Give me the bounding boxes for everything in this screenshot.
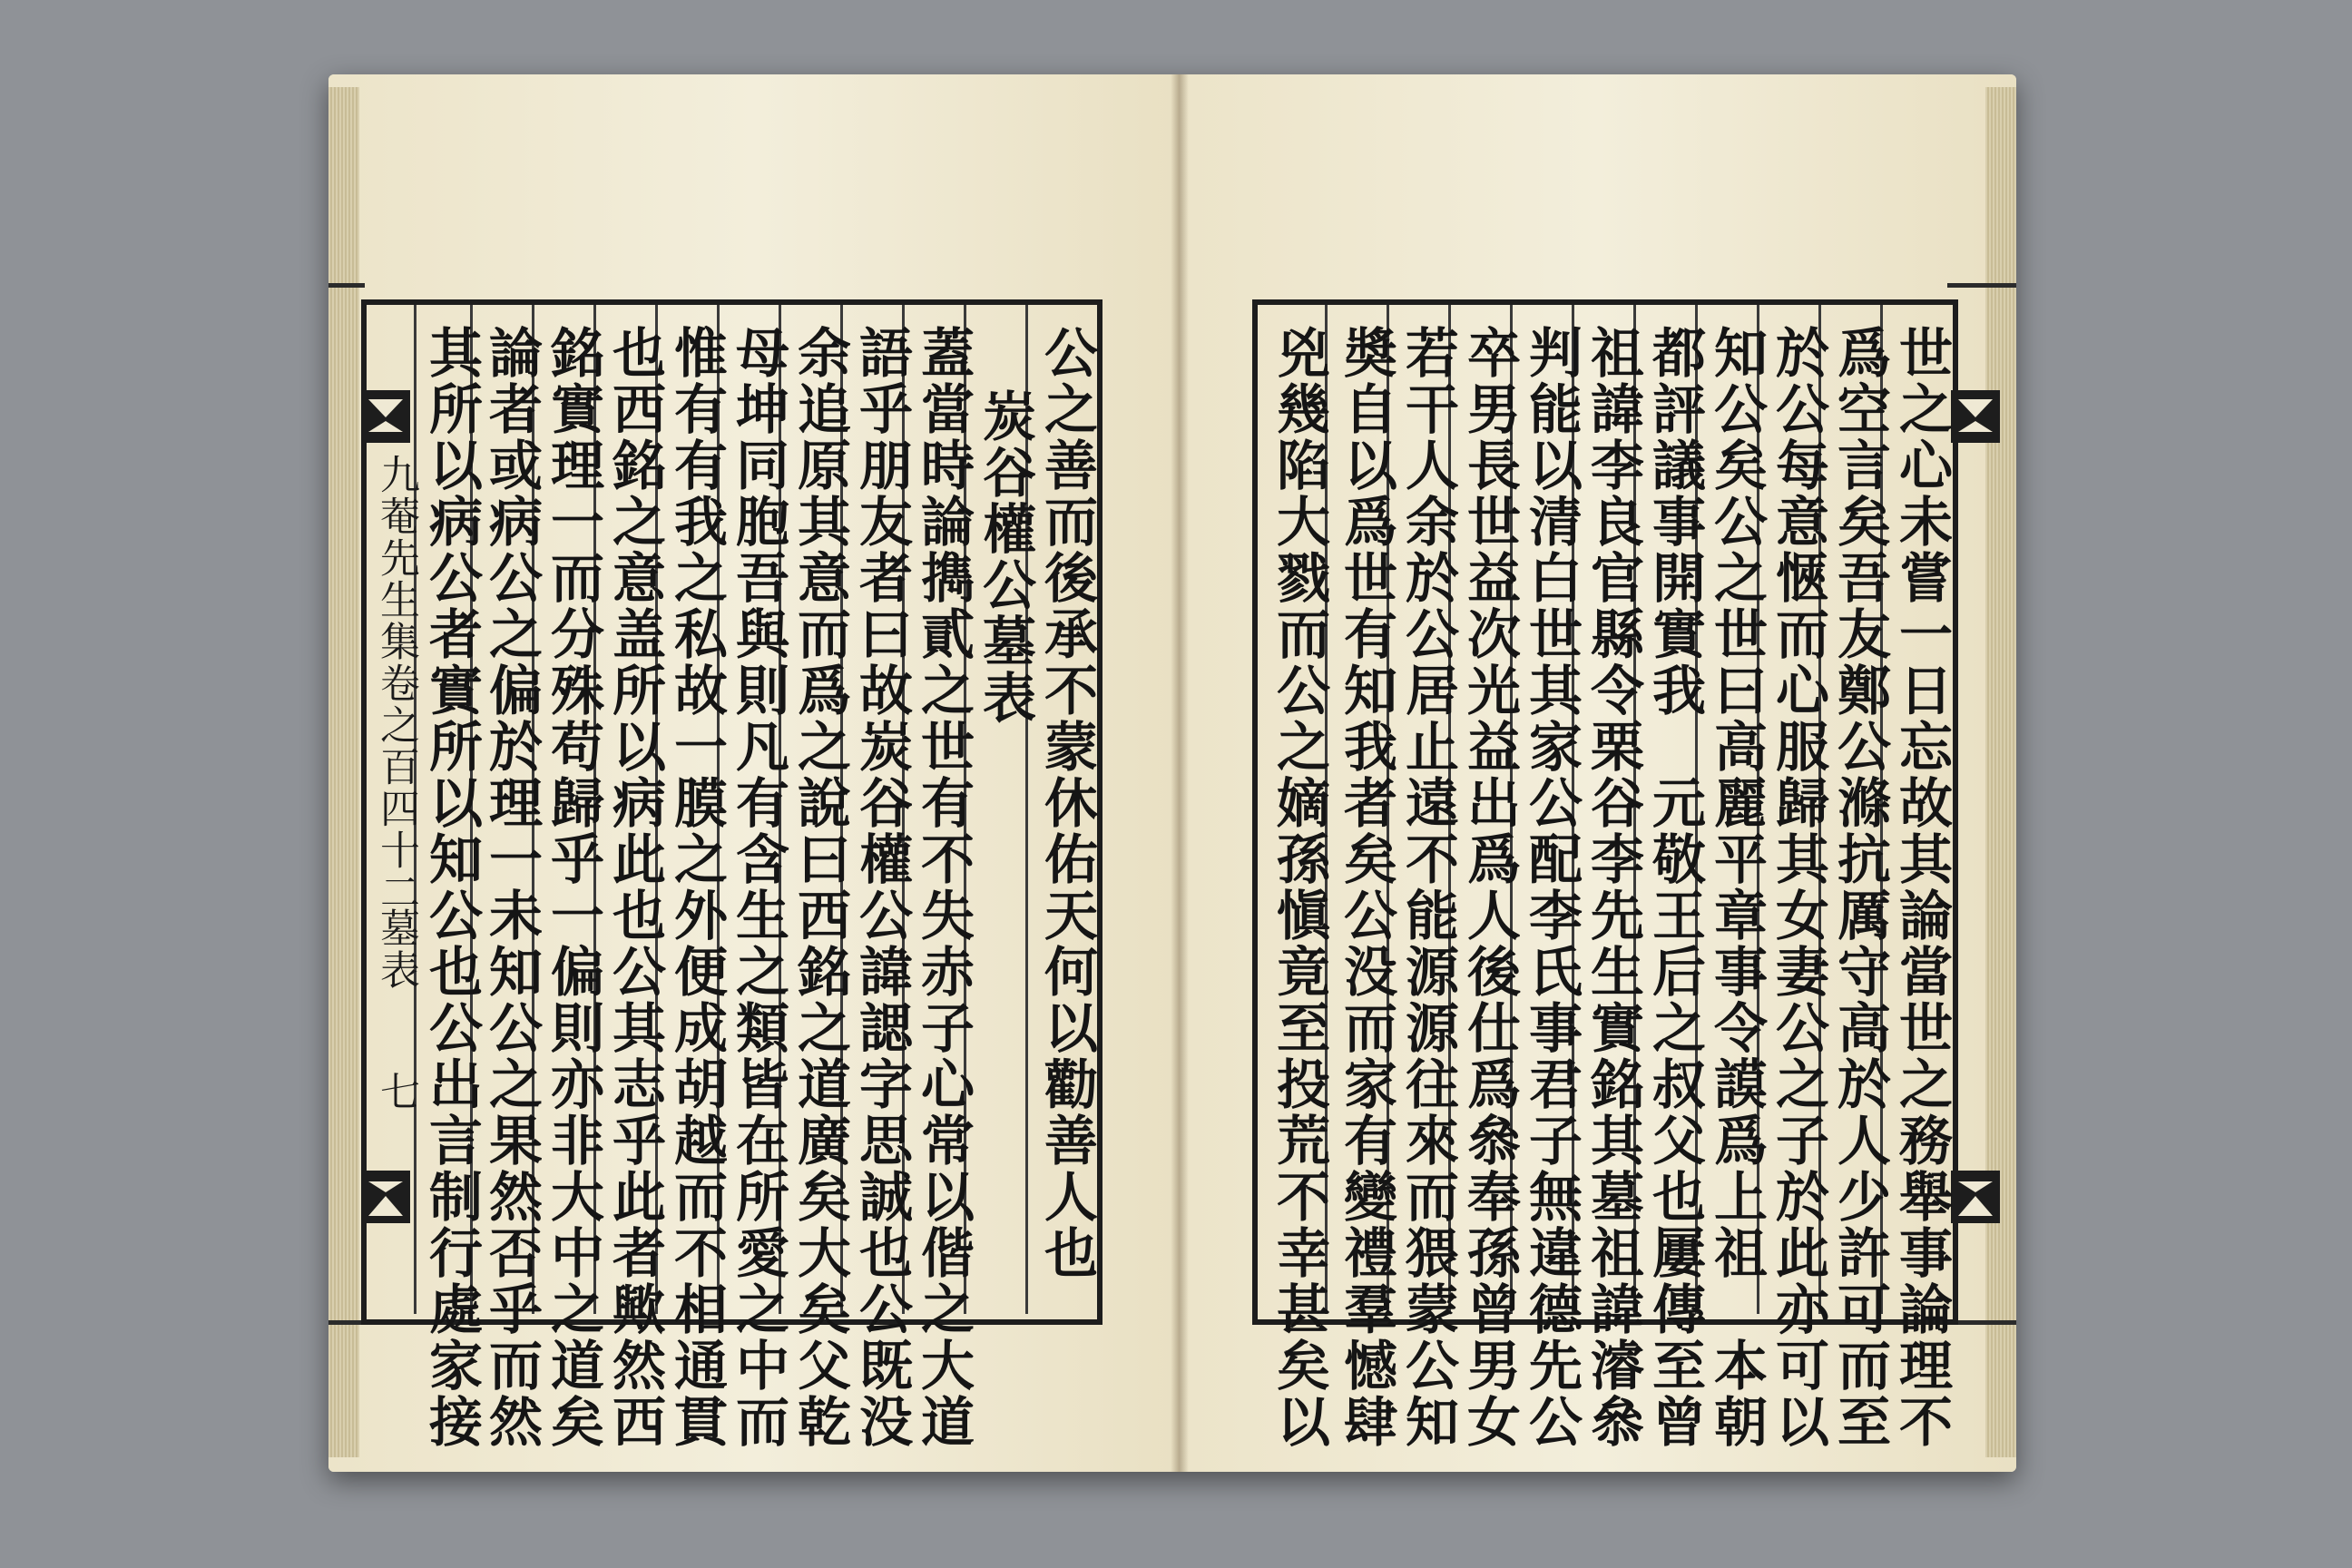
text-column: 知公矣公之世曰高麗平章事令謨爲上祖 本朝 <box>1705 325 1768 1450</box>
fishtail-bottom-icon <box>1951 1171 2000 1223</box>
text-column: 兇幾陷大戮而公之嫡孫愼竟至投荒不幸甚矣以 <box>1268 325 1330 1450</box>
text-column: 世之心未嘗一日忘故其論當世之務舉事論理不 <box>1890 325 1953 1450</box>
text-column: 都評議事開實我 元敬王后之叔父也屢傳至曾 <box>1643 325 1706 1450</box>
text-column: 語乎朋友者曰故炭谷權公諱諰字思誠也公既没 <box>850 325 913 1450</box>
text-column: 其所以病公者實所以知公也公出言制行處家接 <box>420 325 483 1450</box>
text-column: 母坤同胞吾與則凡有含生之類皆在所愛之中而 <box>727 325 789 1450</box>
collection-title: 九菴先生集卷之百四十二 <box>373 454 419 913</box>
text-column: 蓋當時論擕貳之世有不失赤子心常以偕之大道 <box>912 325 975 1450</box>
text-column: 惟有有我之私故一膜之外便成胡越而不相通貫 <box>665 325 728 1450</box>
text-column: 祖諱李良官縣令栗谷李先生實銘其墓祖諱濬叅 <box>1582 325 1644 1450</box>
text-column: 若干人余於公居止遠不能源源往來而猥蒙公知 <box>1396 325 1459 1450</box>
left-page-edges <box>328 87 359 1457</box>
fishtail-top-icon <box>361 390 410 443</box>
text-column: 爲空言矣吾友鄭公滌抗厲守高於人少許可而至 <box>1828 325 1891 1450</box>
fishtail-bottom-icon <box>361 1171 410 1223</box>
fishtail-top-icon <box>1951 390 2000 443</box>
text-column: 奬自以爲世有知我者矣公没而家有變禮羣憾肆 <box>1335 325 1397 1450</box>
binding-thread <box>328 1320 365 1325</box>
right-page-edges <box>1985 87 2016 1457</box>
text-column: 論者或病公之偏於理一未知公之果然否乎而然 <box>480 325 543 1450</box>
text-column: 也西銘之意盖所以病此也公其志乎此者歟然西 <box>603 325 666 1450</box>
text-column: 於公每意愜而心服歸其女妻公之子於此亦可以 <box>1767 325 1829 1450</box>
essay-title: 炭谷權公墓表 <box>974 388 1036 726</box>
page-number: 七 <box>373 1071 419 1112</box>
binding-thread <box>328 283 365 288</box>
binding-thread <box>1947 283 2016 288</box>
text-column: 銘實理一而分殊苟歸乎一偏則亦非大中之道矣 <box>542 325 604 1450</box>
text-column: 余追原其意而爲之說曰西銘之道廣矣大矣父乾 <box>789 325 851 1450</box>
text-column: 判能以清白世其家公配李氏事君子無違德先公 <box>1520 325 1583 1450</box>
text-column: 公之善而後承不蒙休佑天何以勸善人也 <box>1035 325 1098 1281</box>
text-column: 卒男長世益次光益出爲人後仕爲叅奉孫曾男女 <box>1458 325 1521 1450</box>
section-label: 墓表 <box>373 907 419 991</box>
book-gutter <box>1171 74 1189 1472</box>
